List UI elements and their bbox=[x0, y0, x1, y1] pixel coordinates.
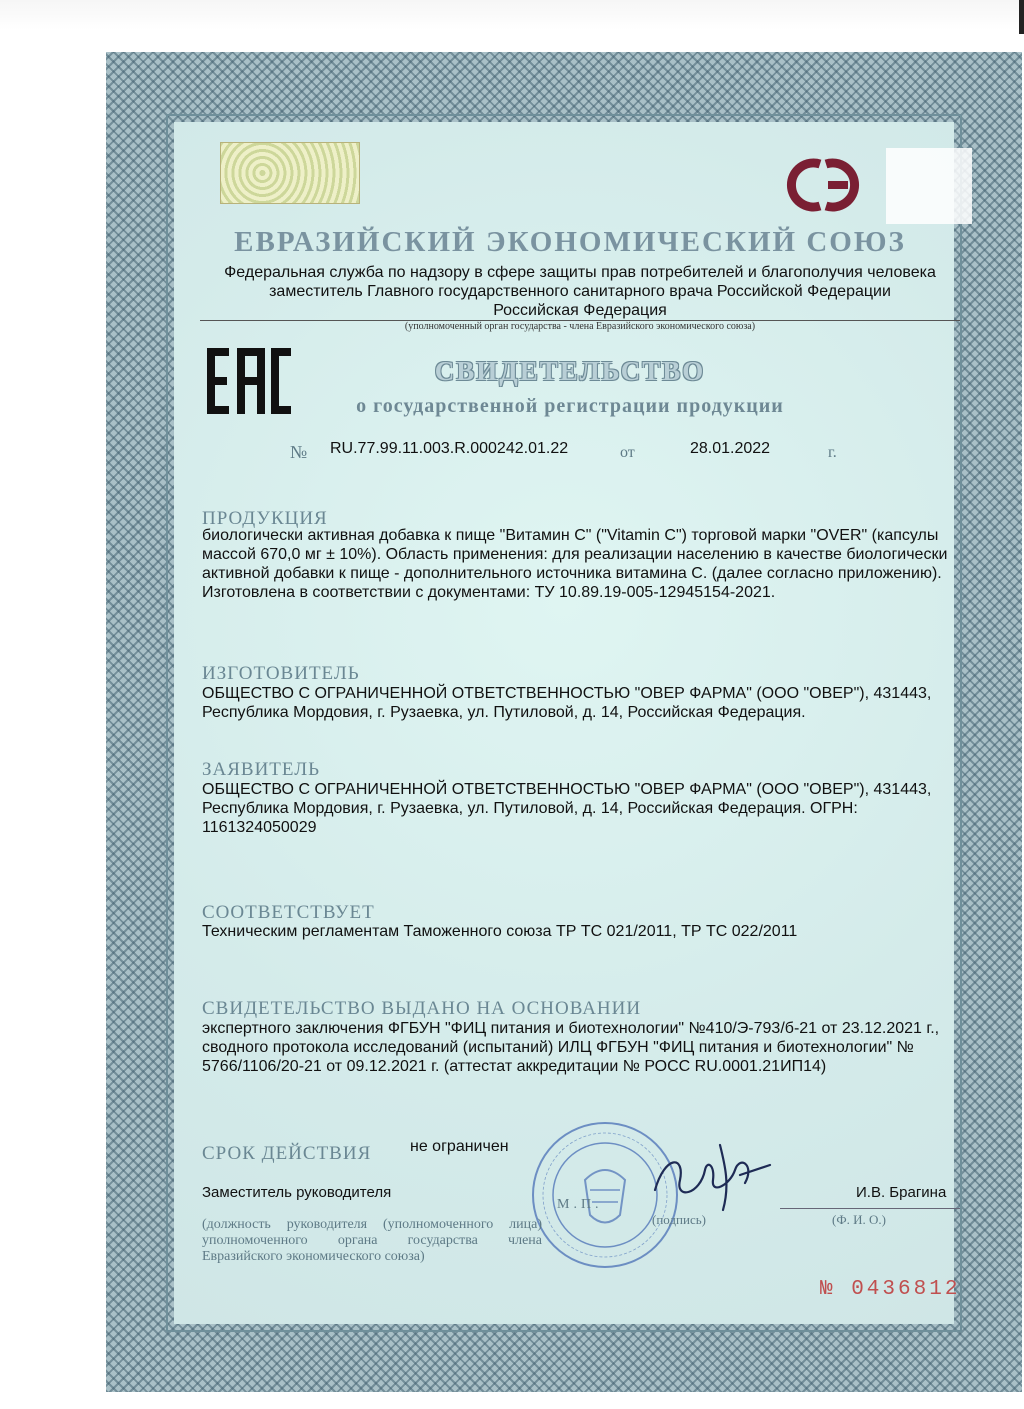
mp-label: М.П. bbox=[557, 1197, 603, 1212]
fio-note: (Ф. И. О.) bbox=[832, 1212, 886, 1227]
applicant-text bbox=[202, 780, 967, 837]
product-line: Изготовлена в соответствии с документами: ТУ 10.89.19-005-12945154-2021. bbox=[202, 584, 776, 601]
issuing-authority bbox=[180, 263, 980, 320]
basis-line: сводного протокола исследований (испытаний) ИЛЦ ФГБУН "ФИЦ питания и биотехнологии" № bbox=[202, 1039, 914, 1056]
union-title: ЕВРАЗИЙСКИЙ ЭКОНОМИЧЕСКИЙ СОЮЗ bbox=[234, 226, 906, 258]
manufacturer-line: ОБЩЕСТВО С ОГРАНИЧЕННОЙ ОТВЕТСТВЕННОСТЬЮ "ОВЕР ФАРМА" (ООО "ОВЕР"), 431443, bbox=[202, 685, 932, 702]
handwritten-signature bbox=[645, 1135, 775, 1215]
eac-mark-icon bbox=[205, 346, 293, 416]
conforms-text bbox=[202, 922, 967, 941]
conforms-line: Техническим регламентам Таможенного союза ТР ТС 021/2011, ТР ТС 022/2011 bbox=[202, 923, 798, 940]
validity-label: СРОК ДЕЙСТВИЯ bbox=[202, 1143, 372, 1164]
signature-line bbox=[780, 1208, 960, 1209]
registration-number: RU.77.99.11.003.R.000242.01.22 bbox=[330, 440, 569, 457]
manufacturer-text bbox=[202, 684, 967, 722]
basis-line: экспертного заключения ФГБУН "ФИЦ питания и биотехнологии" №410/Э-793/б-21 от 23.12.2021 г., bbox=[202, 1020, 940, 1037]
applicant-label: ЗАЯВИТЕЛЬ bbox=[202, 759, 321, 780]
year-suffix: г. bbox=[828, 444, 837, 461]
basis-line: 5766/1106/20-21 от 09.12.2021 г. (аттестат аккредитации № РОСС RU.0001.21ИП14) bbox=[202, 1058, 827, 1075]
corner-blank-box bbox=[886, 148, 972, 224]
applicant-line: 1161324050029 bbox=[202, 819, 317, 836]
authority-line-3: Российская Федерация bbox=[493, 302, 667, 319]
product-line: активной добавки к пище - дополнительного источника витамина С. (далее согласно приложению). bbox=[202, 565, 942, 582]
date-from-label: от bbox=[620, 444, 635, 461]
product-line: биологически активная добавка к пище "Витамин С" ("Vitamin C") торговой марки "OVER" (капсулы bbox=[202, 527, 939, 544]
manufacturer-line: Республика Мордовия, г. Рузаевка, ул. Путиловой, д. 14, Российская Федерация. bbox=[202, 704, 806, 721]
applicant-line: Республика Мордовия, г. Рузаевка, ул. Путиловой, д. 14, Российская Федерация. ОГРН: bbox=[202, 800, 858, 817]
certificate-title: СВИДЕТЕЛЬСТВО bbox=[434, 356, 706, 386]
product-text bbox=[202, 526, 967, 602]
scan-edge-mark bbox=[1019, 0, 1024, 34]
certificate-subtitle: о государственной регистрации продукции bbox=[356, 395, 784, 417]
form-serial-number: № 0436812 bbox=[820, 1278, 961, 1301]
product-line: массой 670,0 мг ± 10%). Область применения: для реализации населению в качестве биологически bbox=[202, 546, 948, 563]
scan-top-margin bbox=[0, 0, 1024, 30]
basis-label: СВИДЕТЕЛЬСТВО ВЫДАНО НА ОСНОВАНИИ bbox=[202, 998, 642, 1019]
product-label: ПРОДУКЦИЯ bbox=[202, 508, 328, 529]
conforms-label: СООТВЕТСТВУЕТ bbox=[202, 902, 375, 923]
registration-date: 28.01.2022 bbox=[690, 440, 771, 457]
number-label: № bbox=[290, 442, 308, 462]
authority-line-1: Федеральная служба по надзору в сфере защиты прав потребителей и благополучия человека bbox=[224, 264, 936, 281]
authority-line-2: заместитель Главного государственного санитарного врача Российской Федерации bbox=[269, 283, 891, 300]
hologram-sticker bbox=[220, 142, 360, 204]
manufacturer-label: ИЗГОТОВИТЕЛЬ bbox=[202, 663, 360, 684]
validity-value: не ограничен bbox=[410, 1138, 509, 1155]
applicant-line: ОБЩЕСТВО С ОГРАНИЧЕННОЙ ОТВЕТСТВЕННОСТЬЮ "ОВЕР ФАРМА" (ООО "ОВЕР"), 431443, bbox=[202, 781, 932, 798]
authority-note: (уполномоченный орган государства - члена Евразийского экономического союза) bbox=[404, 321, 756, 332]
signer-name: И.В. Брагина bbox=[856, 1184, 947, 1201]
basis-text bbox=[202, 1019, 967, 1076]
se-logo-icon bbox=[780, 150, 870, 220]
signer-position: Заместитель руководителя bbox=[202, 1184, 392, 1201]
signature-note: (подпись) bbox=[652, 1212, 706, 1227]
position-note: (должность руководителя (уполномоченного лица) уполномоченного органа государства члена Евразийского экономического союза) bbox=[202, 1217, 542, 1264]
